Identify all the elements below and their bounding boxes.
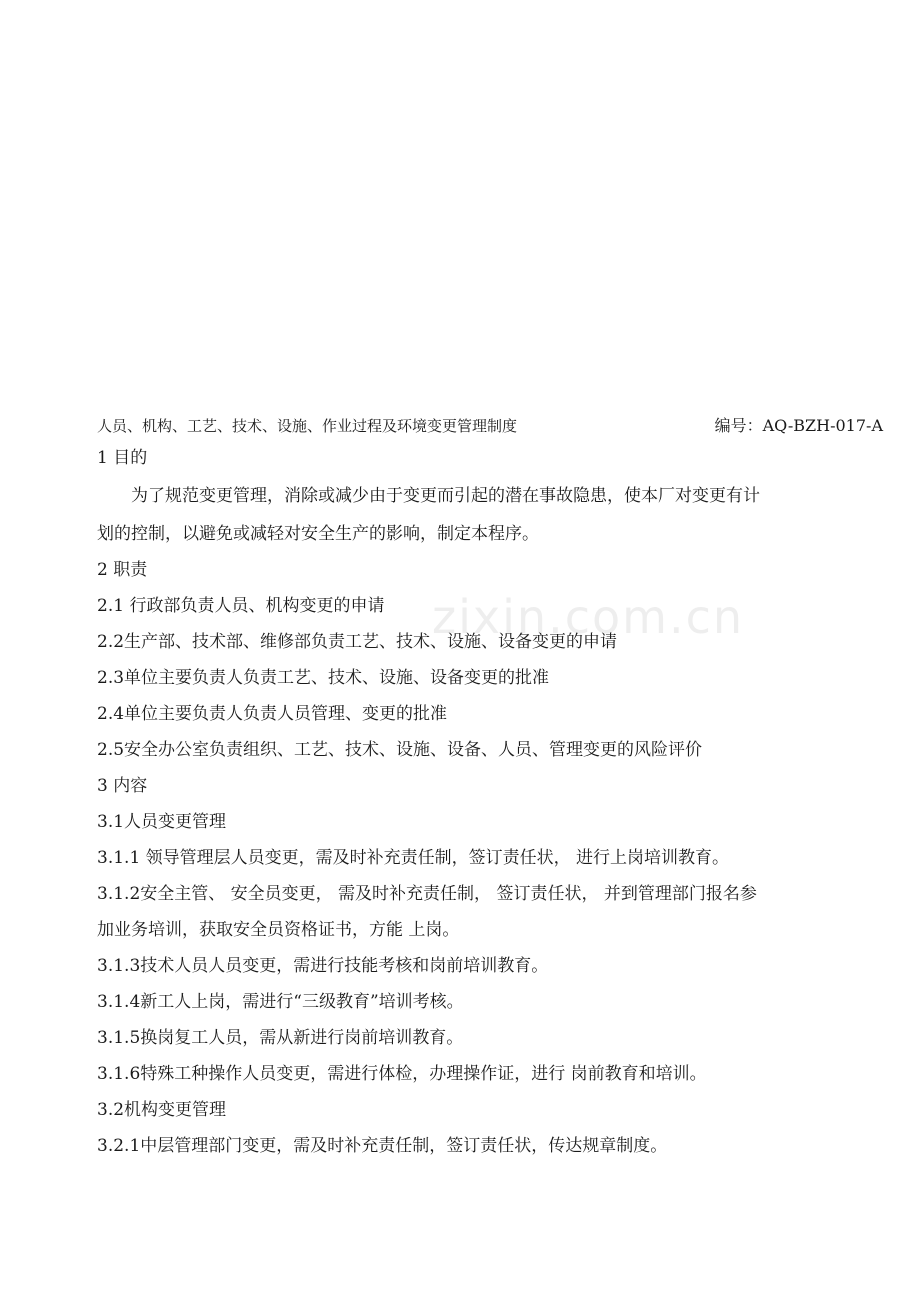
clause-3-1-2-line1: 3.1.2安全主管、 安全员变更， 需及时补充责任制， 签订责任状， 并到管理部门报名参 bbox=[97, 884, 757, 904]
section-heading-responsibilities: 2 职责 bbox=[97, 560, 148, 580]
clause-2-1: 2.1 行政部负责人员、机构变更的申请 bbox=[97, 596, 385, 616]
clause-2-3: 2.3单位主要负责人负责工艺、技术、设施、设备变更的批准 bbox=[97, 668, 550, 688]
section-heading-purpose: 1 目的 bbox=[97, 448, 148, 468]
document-header bbox=[97, 414, 883, 438]
clause-3-1-4: 3.1.4新工人上岗，需进行“三级教育”培训考核。 bbox=[97, 992, 464, 1012]
document-title: 人员、机构、工艺、技术、设施、作业过程及环境变更管理制度 bbox=[97, 417, 518, 435]
clause-2-5: 2.5安全办公室负责组织、工艺、技术、设施、设备、人员、管理变更的风险评价 bbox=[97, 740, 703, 760]
clause-3-1-6: 3.1.6特殊工种操作人员变更，需进行体检，办理操作证，进行 岗前教育和培训。 bbox=[97, 1064, 707, 1084]
clause-2-2: 2.2生产部、技术部、维修部负责工艺、技术、设施、设备变更的申请 bbox=[97, 632, 618, 652]
clause-3-1-5: 3.1.5换岗复工人员，需从新进行岗前培训教育。 bbox=[97, 1028, 464, 1048]
clause-3-1-1: 3.1.1 领导管理层人员变更，需及时补充责任制，签订责任状， 进行上岗培训教育。 bbox=[97, 848, 730, 868]
purpose-paragraph-line2: 划的控制，以避免或减轻对安全生产的影响，制定本程序。 bbox=[97, 524, 539, 544]
document-body bbox=[97, 440, 832, 1164]
purpose-paragraph-line1: 为了规范变更管理，消除或减少由于变更而引起的潜在事故隐患，使本厂对变更有计 bbox=[131, 486, 760, 506]
clause-3-1-2-line2: 加业务培训，获取安全员资格证书，方能 上岗。 bbox=[97, 920, 460, 940]
document-code: 编号：AQ-BZH-017-A bbox=[714, 416, 883, 435]
clause-3-2: 3.2机构变更管理 bbox=[97, 1100, 227, 1120]
clause-3-1-3: 3.1.3技术人员人员变更，需进行技能考核和岗前培训教育。 bbox=[97, 956, 549, 976]
watermark: zixin.com.cn bbox=[432, 590, 745, 644]
section-heading-content: 3 内容 bbox=[97, 776, 148, 796]
clause-2-4: 2.4单位主要负责人负责人员管理、变更的批准 bbox=[97, 704, 448, 724]
clause-3-2-1: 3.2.1中层管理部门变更，需及时补充责任制，签订责任状，传达规章制度。 bbox=[97, 1136, 668, 1156]
clause-3-1: 3.1人员变更管理 bbox=[97, 812, 227, 832]
